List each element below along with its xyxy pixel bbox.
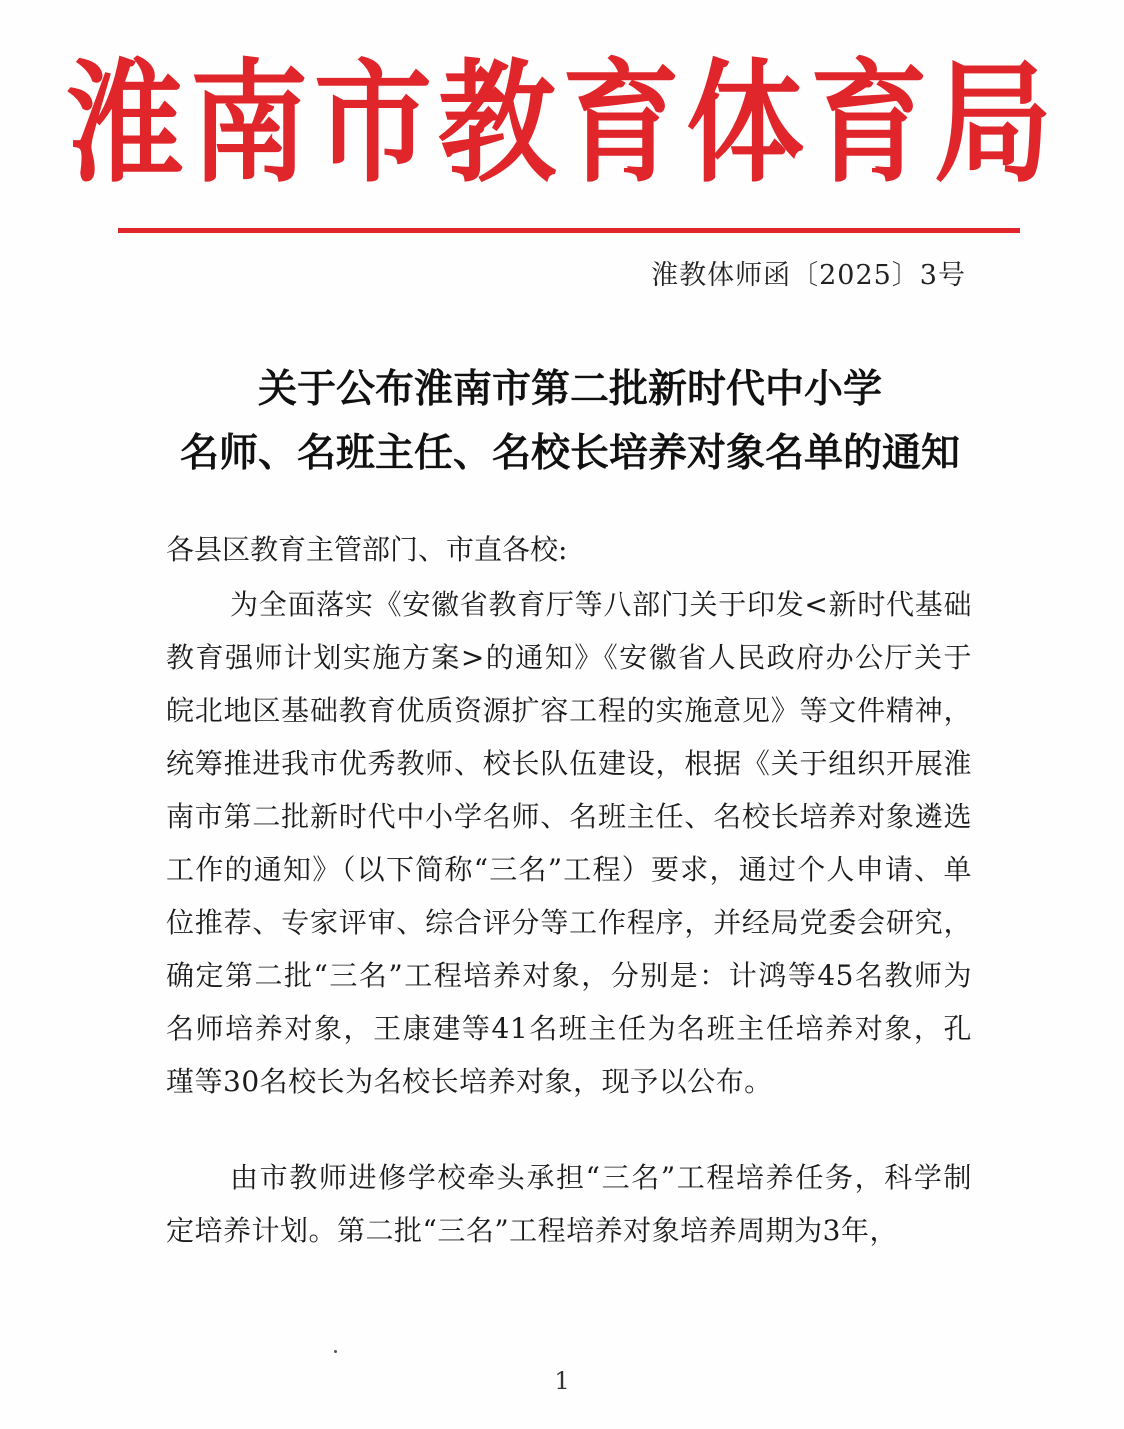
salutation: 各县区教育主管部门、市直各校: (166, 533, 568, 566)
page-number: 1 (554, 1367, 570, 1395)
body-paragraph-2: 由市教师进修学校牵头承担“三名”工程培养任务，科学制定培养计划。第二批“三名”工程培养对象培养周期为3年， (166, 1161, 972, 1247)
scan-speck (334, 1350, 337, 1353)
document-title-line-2: 名师、名班主任、名校长培养对象名单的通知 (179, 430, 960, 476)
agency-masthead: 淮南市教育体育局 (65, 45, 1058, 201)
body-paragraph-1: 为全面落实《安徽省教育厅等八部门关于印发<新时代基础教育强师计划实施方案>的通知》《安徽省人民政府办公厅关于皖北地区基础教育优质资源扩容工程的实施意见》等文件精神，统筹推进我市优秀教师、校长队伍建设，根据《关于组织开展淮南市第二批新时代中小学名师、名班主任、名校长培养对象遴选工作的通知》（以下简称“三名”工程）要求，通过个人申请、单位推荐、专家评审、综合评分等工作程序，并经局党委会研究，确定第二批“三名”工程培养对象，分别是：计鸿等45名教师为名师培养对象，王康建等41名班主任为名班主任培养对象，孔瑾等30名校长为名校长培养对象，现予以公布。 (166, 588, 972, 1098)
red-divider-line (118, 228, 1020, 233)
document-number: 淮教体师函〔2025〕3号 (651, 260, 966, 291)
document-title-line-1: 关于公布淮南市第二批新时代中小学 (257, 366, 882, 412)
